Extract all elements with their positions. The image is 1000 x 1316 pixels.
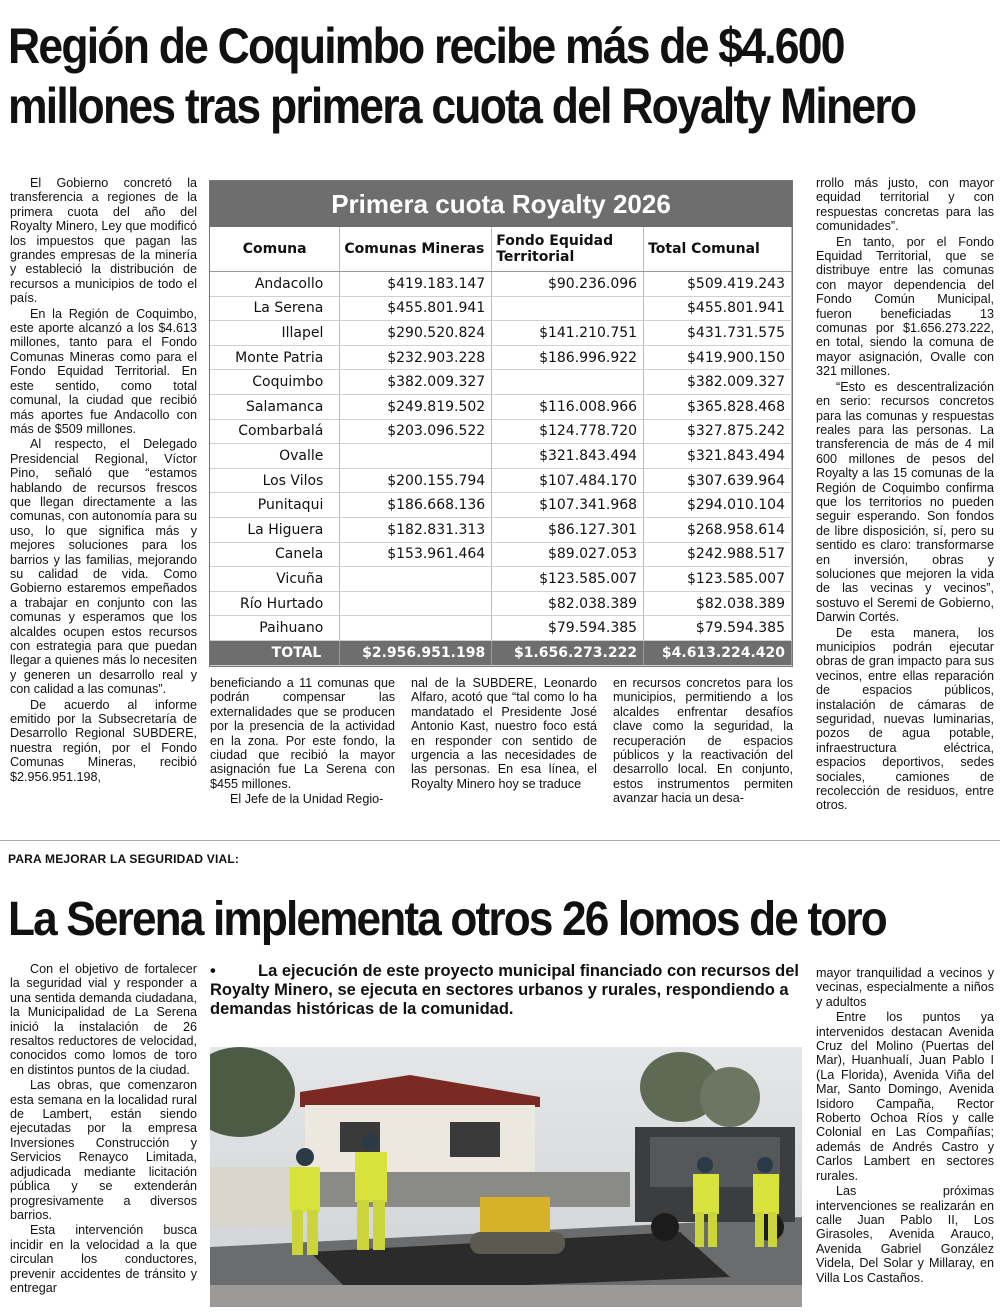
paragraph: beneficiando a 11 comunas que podrán compensar las externalidades que se producen por la presencia de la actividad en la zona. Por este fondo, la ciudad que recibió la mayor asignación fue La Serena con $455 millones. (210, 676, 395, 791)
table-row (210, 493, 792, 518)
column-header: Comuna (210, 227, 340, 272)
paragraph: Las próximas intervenciones se realizarán en calle Juan Pablo II, Los Girasoles, Avenida Arauco, Avenida Gabriel González Videla, Del Solar y Millaray, en Villa Los Castaños. (816, 1184, 994, 1285)
table-header-row (210, 227, 792, 272)
amount-cell: $455.801.941 (644, 296, 792, 321)
amount-cell: $455.801.941 (340, 296, 492, 321)
amount-cell: $79.594.385 (492, 616, 644, 641)
comuna-cell: Canela (210, 542, 340, 567)
table-row (210, 542, 792, 567)
paragraph: nal de la SUBDERE, Leonardo Alfaro, acotó que “tal como lo ha mandatado el Presidente José Antonio Kast, nuestro foco está en responder con sentido de urgencia a las necesidades de las personas. En esa línea, el Royalty Minero hoy se traduce (411, 676, 597, 791)
paragraph: El Jefe de la Unidad Regio- (230, 792, 384, 807)
amount-cell: $79.594.385 (644, 616, 792, 641)
comuna-cell: Combarbalá (210, 419, 340, 444)
amount-cell: $294.010.104 (644, 493, 792, 518)
amount-cell: $203.096.522 (340, 419, 492, 444)
table-row (210, 370, 792, 395)
amount-cell: $86.127.301 (492, 517, 644, 542)
article2-left-column (10, 962, 197, 1295)
comuna-cell: Illapel (210, 321, 340, 346)
paragraph: rrollo más justo, con mayor equidad territorial y con respuestas concretas para las comunidades”. (816, 176, 994, 234)
amount-cell: $82.038.389 (492, 591, 644, 616)
amount-cell: $89.027.053 (492, 542, 644, 567)
amount-cell: $232.903.228 (340, 345, 492, 370)
amount-cell: $365.828.468 (644, 394, 792, 419)
amount-cell (340, 591, 492, 616)
amount-cell: $153.961.464 (340, 542, 492, 567)
amount-cell: $141.210.751 (492, 321, 644, 346)
amount-cell (340, 444, 492, 469)
amount-cell: $186.996.922 (492, 345, 644, 370)
amount-cell: $82.038.389 (644, 591, 792, 616)
paragraph: en recursos concretos para los municipios, permitiendo a los alcaldes enfrentar desafíos clave como la seguridad, la recuperación de espacios públicos y la reactivación del desarrollo local. En conjunto, estos instrumentos permiten avanzar hacia un desa- (613, 676, 793, 806)
lead-text: La ejecución de este proyecto municipal financiado con recursos del Royalty Minero, se ejecuta en sectores urbanos y rurales, respondiendo a demandas históricas de la comunidad. (210, 962, 799, 1018)
table-row (210, 419, 792, 444)
total-cell: $2.956.951.198 (340, 640, 492, 665)
amount-cell (340, 616, 492, 641)
amount-cell: $431.731.575 (644, 321, 792, 346)
amount-cell: $509.419.243 (644, 272, 792, 297)
fence (300, 1172, 630, 1207)
comuna-cell: Salamanca (210, 394, 340, 419)
amount-cell: $321.843.494 (492, 444, 644, 469)
amount-cell: $290.520.824 (340, 321, 492, 346)
table-row (210, 468, 792, 493)
royalty-table (209, 180, 793, 667)
article1-left-column (10, 176, 197, 784)
comuna-cell: Coquimbo (210, 370, 340, 395)
roller-drum (470, 1232, 565, 1254)
amount-cell: $419.183.147 (340, 272, 492, 297)
total-cell: $4.613.224.420 (644, 640, 792, 665)
article1-mid-column-3 (613, 676, 793, 806)
table-row (210, 345, 792, 370)
amount-cell: $90.236.096 (492, 272, 644, 297)
total-cell: $1.656.273.222 (492, 640, 644, 665)
bullet-icon: • (210, 962, 216, 980)
paragraph: De esta manera, los municipios podrán ejecutar obras de gran impacto para sus vecinos, entre ellas reparación de espacios públicos, instalación de cámaras de seguridad, nuevas luminarias, pozos de agua potable, infraestructura eléctrica, espacios deportivos, sedes sociales, camiones de recolección de residuos, entre otros. (816, 625, 994, 813)
table-title: Primera cuota Royalty 2026 (210, 181, 792, 227)
amount-cell: $419.900.150 (644, 345, 792, 370)
truck-wheel (651, 1213, 679, 1241)
table-row (210, 444, 792, 469)
comuna-cell: Ovalle (210, 444, 340, 469)
table-row (210, 296, 792, 321)
amount-cell: $249.819.502 (340, 394, 492, 419)
amount-cell: $116.008.966 (492, 394, 644, 419)
amount-cell: $107.484.170 (492, 468, 644, 493)
paragraph: Entre los puntos ya intervenidos destacan Avenida Cruz del Molino (Puertas del Mar), Huanhualí, Juan Pablo I (La Florida), Avenida Viña del Mar, Santo Domingo, Avenida Isidoro Campaña, Rector Roberto Ochoa Ríos y calle Colonial en Las Compañías; además de Andrés Castro y Carlos Lambert en sectores rurales. (816, 1010, 994, 1183)
comuna-cell: Punitaqui (210, 493, 340, 518)
amount-cell (492, 296, 644, 321)
table-row (210, 616, 792, 641)
comuna-cell: Río Hurtado (210, 591, 340, 616)
paragraph: Con el objetivo de fortalecer la seguridad vial y responder a una sentida demanda ciudadana, la Municipalidad de La Serena inició la instalación de 26 resaltos reductores de velocidad, conocidos como lomos de toro en distintos puntos de la ciudad. (10, 962, 197, 1077)
table-row (210, 567, 792, 592)
column-header: Total Comunal (644, 227, 792, 272)
comuna-cell: Andacollo (210, 272, 340, 297)
table-total-row (210, 640, 792, 665)
article2-headline: La Serena implementa otros 26 lomos de toro (8, 893, 886, 946)
headline-line-2: millones tras primera cuota del Royalty Minero (8, 78, 916, 134)
paragraph: En la Región de Coquimbo, este aporte alcanzó a los $4.613 millones, tanto para el Fondo Comunas Mineras como para el Fondo Equidad Territorial. En este sentido, como total comunal, la ciudad que recibió más aportes fue Andacollo con más de $509 millones. (10, 306, 197, 436)
comuna-cell: La Higuera (210, 517, 340, 542)
table-row (210, 272, 792, 297)
road-roller (480, 1197, 550, 1237)
article1-right-column (816, 176, 994, 813)
comuna-cell: Los Vilos (210, 468, 340, 493)
paragraph: En tanto, por el Fondo Equidad Territorial, que se distribuye entre las comunas con mayor dependencia del Fondo Común Municipal, fueron beneficiadas 13 comunas por $1.656.273.222, en total, siendo la comuna de mayor asignación, Ovalle con 321 millones. (816, 234, 994, 379)
paragraph: Las obras, que comenzaron esta semana en la localidad rural de Lambert, están siendo ejecutadas por la empresa Inversiones Construcción y Servicios Renayco Limitada, adjudicada mediante licitación pública y se extenderán progresivamente a diversos barrios. (10, 1078, 197, 1222)
paragraph: mayor tranquilidad a vecinos y vecinas, especialmente a niños y adultos (816, 966, 994, 1009)
amount-cell (340, 567, 492, 592)
table-row (210, 591, 792, 616)
window (450, 1122, 500, 1157)
paragraph: “Esto es descentralización en serio: recursos concretos para las comunas y respuestas reales para las personas. La transferencia de más de 4 mil 600 millones de pesos del Royalty a las 15 comunas de la Región de Coquimbo confirma que los territorios no pueden seguir esperando. Son fondos de libre disposición, sí, pero su sentido es claro: transformarse en inversión, obras y soluciones que mejoren la vida de las vecinas y vecinos”, sostuvo el Seremi de Gobierno, Darwin Cortés. (816, 379, 994, 625)
table-row (210, 517, 792, 542)
amount-cell: $123.585.007 (644, 567, 792, 592)
wall (210, 1167, 300, 1227)
comuna-cell: Paihuano (210, 616, 340, 641)
headline-line-1: Región de Coquimbo recibe más de $4.600 (8, 18, 844, 74)
amount-cell: $321.843.494 (644, 444, 792, 469)
amount-cell: $268.958.614 (644, 517, 792, 542)
table-row (210, 394, 792, 419)
table-row (210, 321, 792, 346)
total-label: TOTAL (210, 640, 340, 665)
paragraph: De acuerdo al informe emitido por la Subsecretaría de Desarrollo Regional SUBDERE, nuestra región, por el Fondo Comunas Mineras, recibió $2.956.951.198, (10, 697, 197, 784)
paragraph: Al respecto, el Delegado Presidencial Regional, Víctor Pino, señaló que “estamos hablando de recursos frescos que llegan directamente a las comunas, con autonomía para su uso, lo que significa más y mejores soluciones para los barrios y las familias, mejorando su calidad de vida. Como Gobierno estaremos empeñados a trabajar en conjunto con las comunas y esperamos que los alcaldes ocupen estos recursos con estrategia para que puedan llegar a quienes más lo necesiten y generen un desarrollo real y con calidad a las comunas”. (10, 437, 197, 697)
amount-cell: $182.831.313 (340, 517, 492, 542)
article2-right-column (816, 966, 994, 1285)
road-works-photo (210, 1047, 802, 1307)
amount-cell: $382.009.327 (644, 370, 792, 395)
paragraph: Esta intervención busca incidir en la velocidad a la que circulan los conductores, prevenir accidentes de tránsito y entregar (10, 1223, 197, 1295)
comuna-cell: Vicuña (210, 567, 340, 592)
section-divider (0, 840, 1000, 841)
amount-cell: $186.668.136 (340, 493, 492, 518)
amount-cell: $382.009.327 (340, 370, 492, 395)
article1-mid-column-2 (411, 676, 597, 791)
amount-cell: $242.988.517 (644, 542, 792, 567)
amount-cell: $327.875.242 (644, 419, 792, 444)
article2-lead (210, 962, 802, 1019)
paragraph: El Gobierno concretó la transferencia a regiones de la primera cuota del año del Royalty Minero, Ley que modificó los impuestos que pagan las grandes empresas de la minería y estableció la distribución de recursos a municipios de todo el país. (10, 176, 197, 306)
article2-kicker: PARA MEJORAR LA SEGURIDAD VIAL: (8, 852, 240, 866)
column-header: Comunas Mineras (340, 227, 492, 272)
tree (700, 1067, 760, 1127)
amount-cell: $107.341.968 (492, 493, 644, 518)
amount-cell: $200.155.794 (340, 468, 492, 493)
comuna-cell: Monte Patria (210, 345, 340, 370)
amount-cell: $307.639.964 (644, 468, 792, 493)
sidewalk (210, 1285, 802, 1307)
article1-mid-column-1 (210, 676, 395, 807)
column-header: Fondo Equidad Territorial (492, 227, 644, 272)
amount-cell (492, 370, 644, 395)
comuna-cell: La Serena (210, 296, 340, 321)
amount-cell: $123.585.007 (492, 567, 644, 592)
amount-cell: $124.778.720 (492, 419, 644, 444)
